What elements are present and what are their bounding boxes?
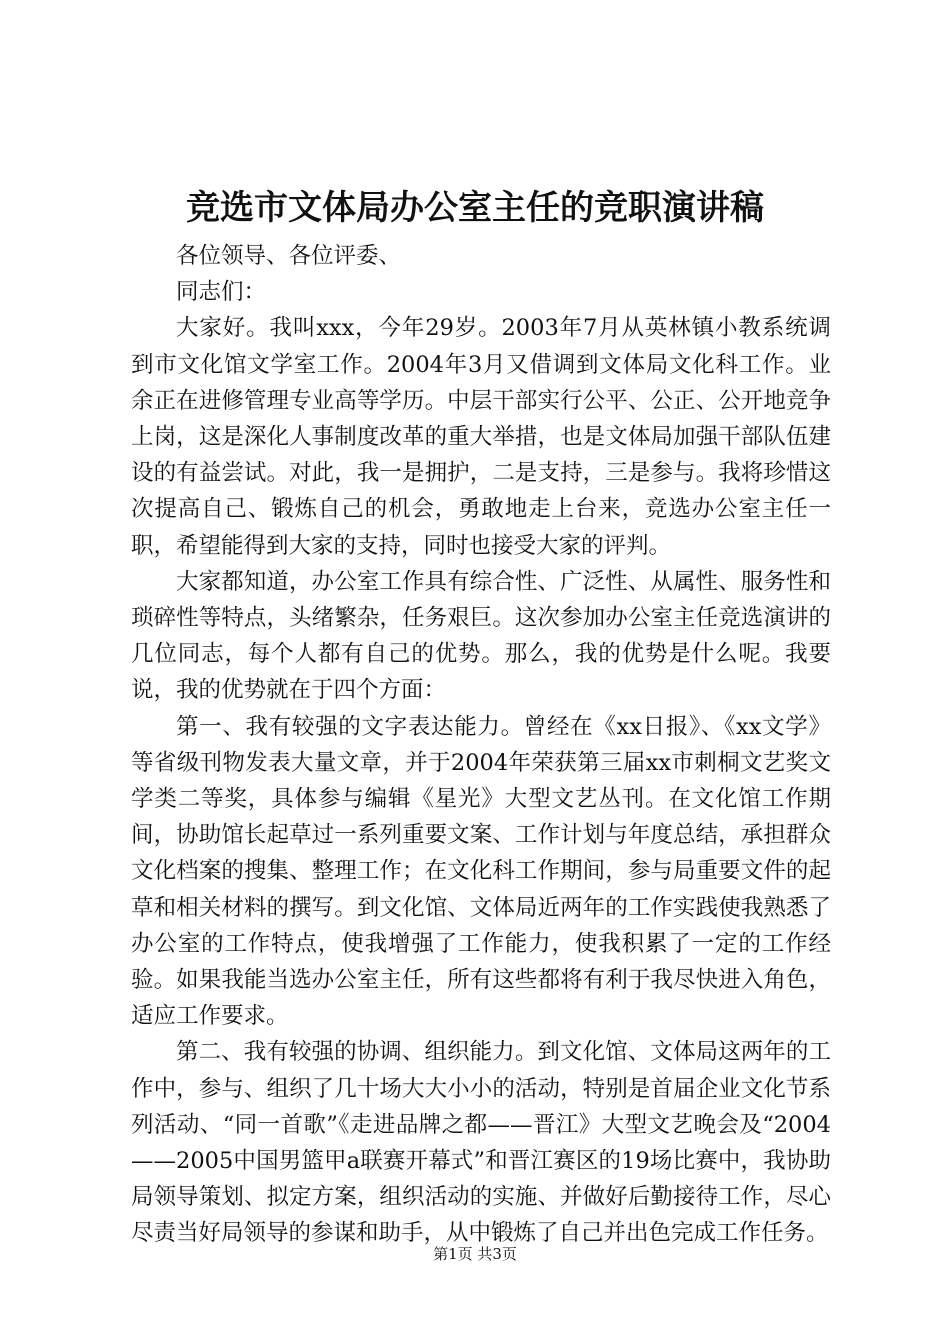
page-footer: 第1页 共3页 xyxy=(433,1245,517,1263)
paragraph-office-work: 大家都知道，办公室工作具有综合性、广泛性、从属性、服务性和琐碎性等特点，头绪繁杂，任务艰巨。这次参加办公室主任竞选演讲的几位同志，每个人都有自己的优势。那么，我的优势是什么呢。我要说，我的优势就在于四个方面： xyxy=(131,568,831,704)
salutation-line-2: 同志们： xyxy=(176,279,267,306)
paragraph-second-advantage: 第二、我有较强的协调、组织能力。到文化馆、文体局这两年的工作中，参与、组织了几十场大大小小的活动，特别是首届企业文化节系列活动、“同一首歌”《走进品牌之都——晋江》大型文艺晚会及“2004——2005中国男篮甲a联赛开幕式”和晋江赛区的19场比赛中，我协助局领导策划、拟定方案，组织活动的实施、并做好后勤接待工作，尽心尽责当好局领导的参谋和助手，从中锻炼了自己并出色完成工作任务。 xyxy=(131,1039,831,1247)
paragraph-introduction: 大家好。我叫xxx，今年29岁。2003年7月从英林镇小教系统调到市文化馆文学室工作。2004年3月又借调到文体局文化科工作。业余正在进修管理专业高等学历。中层干部实行公平、公正、公开地竞争上岗，这是深化人事制度改革的重大举措，也是文体局加强干部队伍建设的有益尝试。对此，我一是拥护，二是支持，三是参与。我将珍惜这次提高自己、锻炼自己的机会，勇敢地走上台来，竞选办公室主任一职，希望能得到大家的支持，同时也接受大家的评判。 xyxy=(131,315,831,559)
document-title: 竞选市文体局办公室主任的竞职演讲稿 xyxy=(186,188,764,228)
salutation-line-1: 各位领导、各位评委、 xyxy=(176,243,402,269)
document-body xyxy=(131,238,831,1252)
paragraph-first-advantage: 第一、我有较强的文字表达能力。曾经在《xx日报》、《xx文学》等省级刊物发表大量文章，并于2004年荣获第三届xx市刺桐文艺奖文学类二等奖，具体参与编辑《星光》大型文艺丛刊。在文化馆工作期间，协助馆长起草过一系列重要文案、工作计划与年度总结，承担群众文化档案的搜集、整理工作；在文化科工作期间，参与局重要文件的起草和相关材料的撰写。到文化馆、文体局近两年的工作实践使我熟悉了办公室的工作特点，使我增强了工作能力，使我积累了一定的工作经验。如果我能当选办公室主任，所有这些都将有利于我尽快进入角色，适应工作要求。 xyxy=(131,713,831,1030)
